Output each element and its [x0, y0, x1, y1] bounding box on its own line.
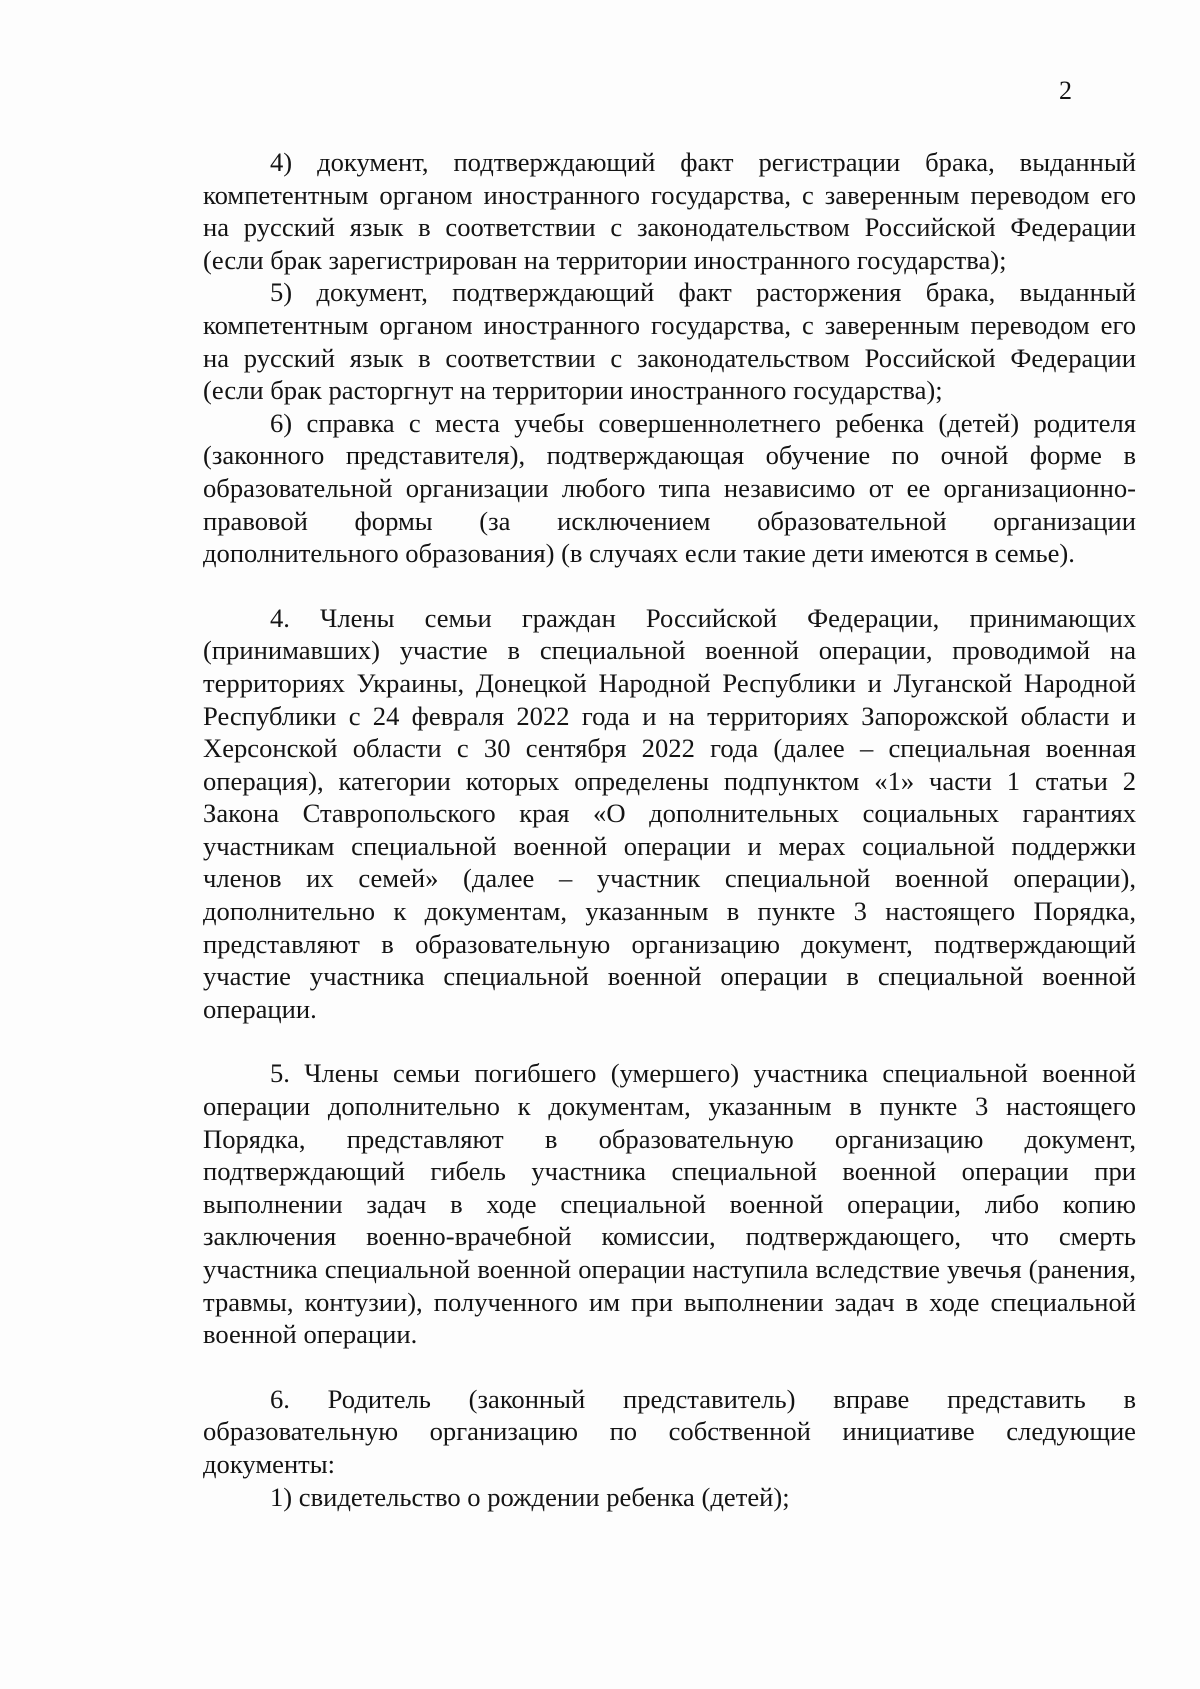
paragraph-section-6: 6. Родитель (законный представитель) вправе представить в образовательную организацию по собственной инициативе следующие документы:: [203, 1383, 1136, 1479]
document-body: [203, 146, 1136, 1513]
paragraph-item-4-marriage-registration: 4) документ, подтверждающий факт регистрации брака, выданный компетентным органом иностранного государства, с заверенным переводом его на русский язык в соответствии с законодательством Российской Федерации (если брак зарегистрирован на территории иностранного государства);: [203, 147, 1136, 275]
paragraph-section-4: 4. Члены семьи граждан Российской Федерации, принимающих (принимавших) участие в специальной военной операции, проводимой на территориях Украины, Донецкой Народной Республики и Луганской Народной Республики с 24 февраля 2022 года и на территориях Запорожской области и Херсонской области с 30 сентября 2022 года (далее – специальная военная операция), категории которых определены подпунктом «1» части 1 статьи 2 Закона Ставропольского края «О дополнительных социальных гарантиях участникам специальной военной операции и мерах социальной поддержки членов их семей» (далее – участник специальной военной операции), дополнительно к документам, указанным в пункте 3 настоящего Порядка, представляют в образовательную организацию документ, подтверждающий участие участника специальной военной операции в специальной военной операции.: [203, 602, 1136, 1024]
paragraph-item-5-marriage-dissolution: 5) документ, подтверждающий факт расторжения брака, выданный компетентным органом иностранного государства, с заверенным переводом его на русский язык в соответствии с законодательством Российской Федерации (если брак расторгнут на территории иностранного государства);: [203, 277, 1136, 406]
paragraph-item-6-study-certificate: 6) справка с места учебы совершеннолетнего ребенка (детей) родителя (законного представителя), подтверждающая обучение по очной форме в образовательной организации любого типа независимо от ее организационно-правовой формы (за исключением образовательной организации дополнительного образования) (в случаях если такие дети имеются в семье).: [203, 407, 1136, 569]
paragraph-item-1-birth-certificate: 1) свидетельство о рождении ребенка (детей);: [270, 1481, 790, 1512]
page-number: 2: [1059, 76, 1072, 105]
paragraph-section-5: 5. Члены семьи погибшего (умершего) участника специальной военной операции дополнительно к документам, указанным в пункте 3 настоящего Порядка, представляют в образовательную организацию документ, подтверждающий гибель участника специальной военной операции при выполнении задач в ходе специальной военной операции, либо копию заключения военно-врачебной комиссии, подтверждающего, что смерть участника специальной военной операции наступила вследствие увечья (ранения, травмы, контузии), полученного им при выполнении задач в ходе специальной военной операции.: [203, 1058, 1136, 1350]
